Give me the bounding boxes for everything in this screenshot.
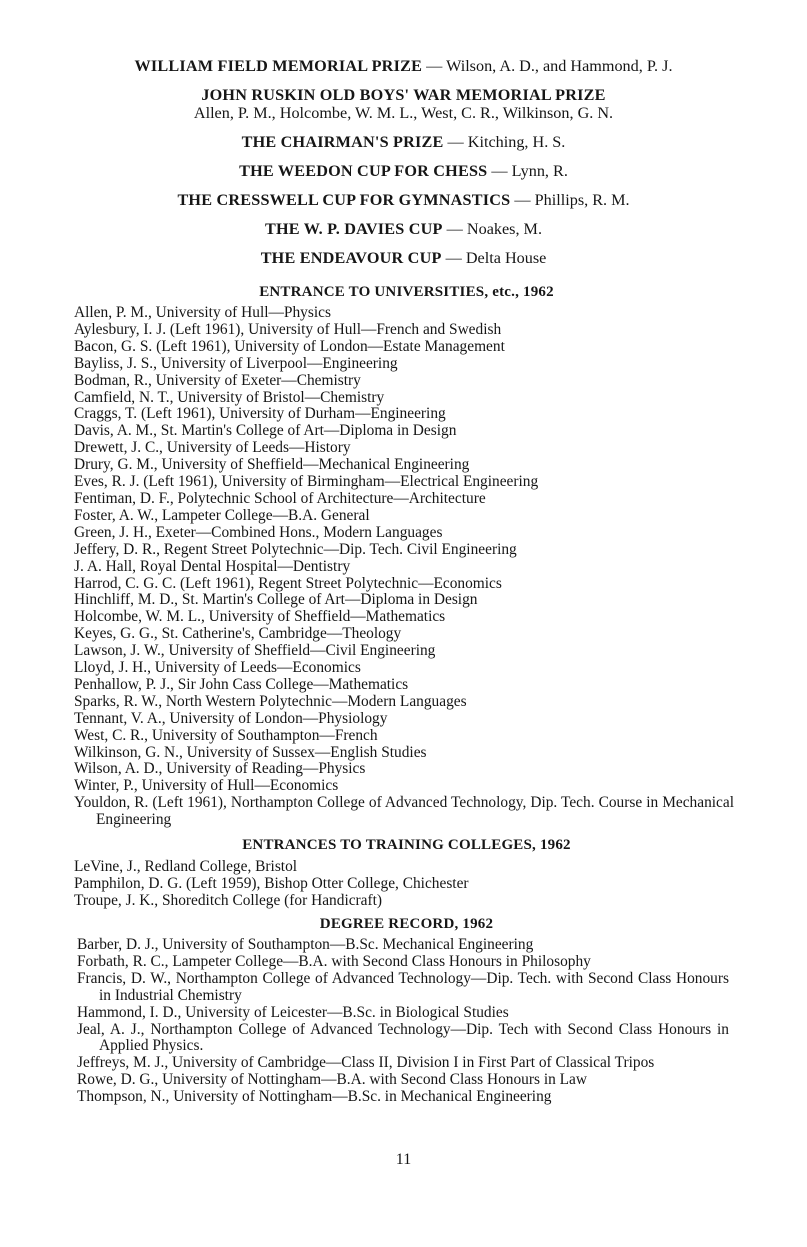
prize-winner: Delta House: [465, 249, 547, 267]
list-entry: Troupe, J. K., Shoreditch College (for Handicraft): [74, 891, 383, 909]
list-entry: Rowe, D. G., University of Nottingham—B.A. with Second Class Honours in Law: [77, 1071, 587, 1089]
list-entry: Harrod, C. G. C. (Left 1961), Regent Street Polytechnic—Economics: [74, 574, 502, 592]
prize-separator: —: [422, 57, 447, 75]
list-entry: Foster, A. W., Lampeter College—B.A. General: [74, 506, 370, 524]
list-entry: Bayliss, J. S., University of Liverpool—Engineering: [74, 354, 398, 372]
prize-separator: —: [441, 249, 466, 267]
list-entry: J. A. Hall, Royal Dental Hospital—Dentistry: [74, 557, 351, 575]
list-entry: Aylesbury, I. J. (Left 1961), University of Hull—French and Swedish: [74, 320, 502, 338]
list-entry: Jeffery, D. R., Regent Street Polytechnic—Dip. Tech. Civil Engineering: [74, 540, 517, 558]
prize-title: JOHN RUSKIN OLD BOYS' WAR MEMORIAL PRIZE: [201, 86, 606, 104]
list-entry: Camfield, N. T., University of Bristol—Chemistry: [74, 388, 385, 406]
prize-title: THE W. P. DAVIES CUP: [265, 220, 443, 238]
prize-title: THE CRESSWELL CUP FOR GYMNASTICS: [177, 191, 511, 209]
prize-list: [40, 58, 767, 279]
prize-chairmans: [40, 134, 767, 151]
list-entry: Lawson, J. W., University of Sheffield—Civil Engineering: [74, 642, 436, 660]
list-entry: Drury, G. M., University of Sheffield—Mechanical Engineering: [74, 456, 470, 474]
degrees-heading: [43, 916, 770, 933]
prize-title: THE CHAIRMAN'S PRIZE: [241, 133, 444, 151]
prize-davies: [40, 221, 767, 238]
prize-weedon: [40, 163, 767, 180]
list-entry: Barber, D. J., University of Southampton—B.Sc. Mechanical Engineering: [77, 936, 534, 953]
list-entry: Winter, P., University of Hull—Economics: [74, 777, 339, 795]
prize-winner: Kitching, H. S.: [467, 133, 566, 151]
list-entry: Eves, R. J. (Left 1961), University of Birmingham—Electrical Engineering: [74, 473, 539, 491]
list-entry: Fentiman, D. F., Polytechnic School of Architecture—Architecture: [74, 489, 486, 507]
list-entry: Tennant, V. A., University of London—Physiology: [74, 709, 388, 727]
prize-separator: —: [442, 220, 467, 238]
section-heading: DEGREE RECORD, 1962: [319, 916, 494, 932]
list-entry: LeVine, J., Redland College, Bristol: [74, 858, 298, 875]
section-heading: ENTRANCES TO TRAINING COLLEGES, 1962: [242, 837, 571, 853]
prize-cresswell: [40, 192, 767, 209]
training-list: [74, 859, 734, 910]
list-entry: Keyes, G. G., St. Catherine's, Cambridge—Theology: [74, 625, 402, 643]
prize-winner: Wilson, A. D., and Hammond, P. J.: [446, 57, 673, 75]
prize-separator: —: [487, 162, 512, 180]
prize-winner: Phillips, R. M.: [534, 191, 630, 209]
universities-list: [74, 305, 734, 829]
prize-title: WILLIAM FIELD MEMORIAL PRIZE: [134, 57, 423, 75]
prize-john-ruskin-winners: Allen, P. M., Holcombe, W. M. L., West, C. R., Wilkinson, G. N.: [193, 104, 614, 122]
list-entry: Lloyd, J. H., University of Leeds—Economics: [74, 659, 361, 677]
prize-title: THE ENDEAVOUR CUP: [260, 249, 442, 267]
list-entry: Green, J. H., Exeter—Combined Hons., Modern Languages: [74, 523, 443, 541]
list-entry: Holcombe, W. M. L., University of Sheffield—Mathematics: [74, 608, 446, 626]
degrees-list: [77, 937, 729, 1106]
list-entry: Hammond, I. D., University of Leicester—B.Sc. in Biological Studies: [77, 1003, 509, 1021]
prize-winner: Lynn, R.: [511, 162, 568, 180]
prize-separator: —: [443, 133, 468, 151]
list-entry: West, C. R., University of Southampton—French: [74, 726, 378, 744]
list-entry: Wilkinson, G. N., University of Sussex—English Studies: [74, 743, 427, 761]
universities-heading: [43, 284, 770, 301]
section-heading: ENTRANCE TO UNIVERSITIES, etc., 1962: [259, 284, 554, 300]
list-entry: Allen, P. M., University of Hull—Physics: [74, 304, 331, 321]
training-heading: [43, 837, 770, 854]
list-entry: Bodman, R., University of Exeter—Chemistry: [74, 371, 361, 389]
list-entry: Bacon, G. S. (Left 1961), University of London—Estate Management: [74, 337, 505, 355]
prize-separator: —: [510, 191, 535, 209]
prize-william-field: [40, 58, 767, 75]
list-entry: Jeal, A. J., Northampton College of Advanced Technology—Dip. Tech with Second Class Honours in Applied Physics.: [77, 1020, 729, 1055]
list-entry: Youldon, R. (Left 1961), Northampton College of Advanced Technology, Dip. Tech. Course in Mechanical Engineering: [74, 794, 734, 829]
list-entry: Wilson, A. D., University of Reading—Physics: [74, 760, 366, 778]
list-entry: Craggs, T. (Left 1961), University of Durham—Engineering: [74, 405, 446, 423]
list-entry: Pamphilon, D. G. (Left 1959), Bishop Otter College, Chichester: [74, 874, 469, 892]
list-entry: Davis, A. M., St. Martin's College of Art—Diploma in Design: [74, 422, 457, 440]
list-entry: Forbath, R. C., Lampeter College—B.A. with Second Class Honours in Philosophy: [77, 952, 591, 970]
list-entry: Penhallow, P. J., Sir John Cass College—Mathematics: [74, 675, 409, 693]
prize-endeavour: [40, 250, 767, 267]
list-entry: Thompson, N., University of Nottingham—B.Sc. in Mechanical Engineering: [77, 1088, 552, 1106]
list-entry: Hinchliff, M. D., St. Martin's College of Art—Diploma in Design: [74, 591, 478, 609]
page-number: 11: [395, 1151, 412, 1168]
list-entry: Francis, D. W., Northampton College of Advanced Technology—Dip. Tech. with Second Class Honours in Industrial Chemistry: [77, 969, 729, 1004]
prize-winner: Noakes, M.: [466, 220, 542, 238]
prize-title: THE WEEDON CUP FOR CHESS: [239, 162, 488, 180]
prize-john-ruskin-title: [40, 87, 767, 104]
list-entry: Sparks, R. W., North Western Polytechnic—Modern Languages: [74, 692, 467, 710]
list-entry: Jeffreys, M. J., University of Cambridge—Class II, Division I in First Part of Classical Tripos: [77, 1054, 655, 1072]
list-entry: Drewett, J. C., University of Leeds—History: [74, 439, 351, 457]
